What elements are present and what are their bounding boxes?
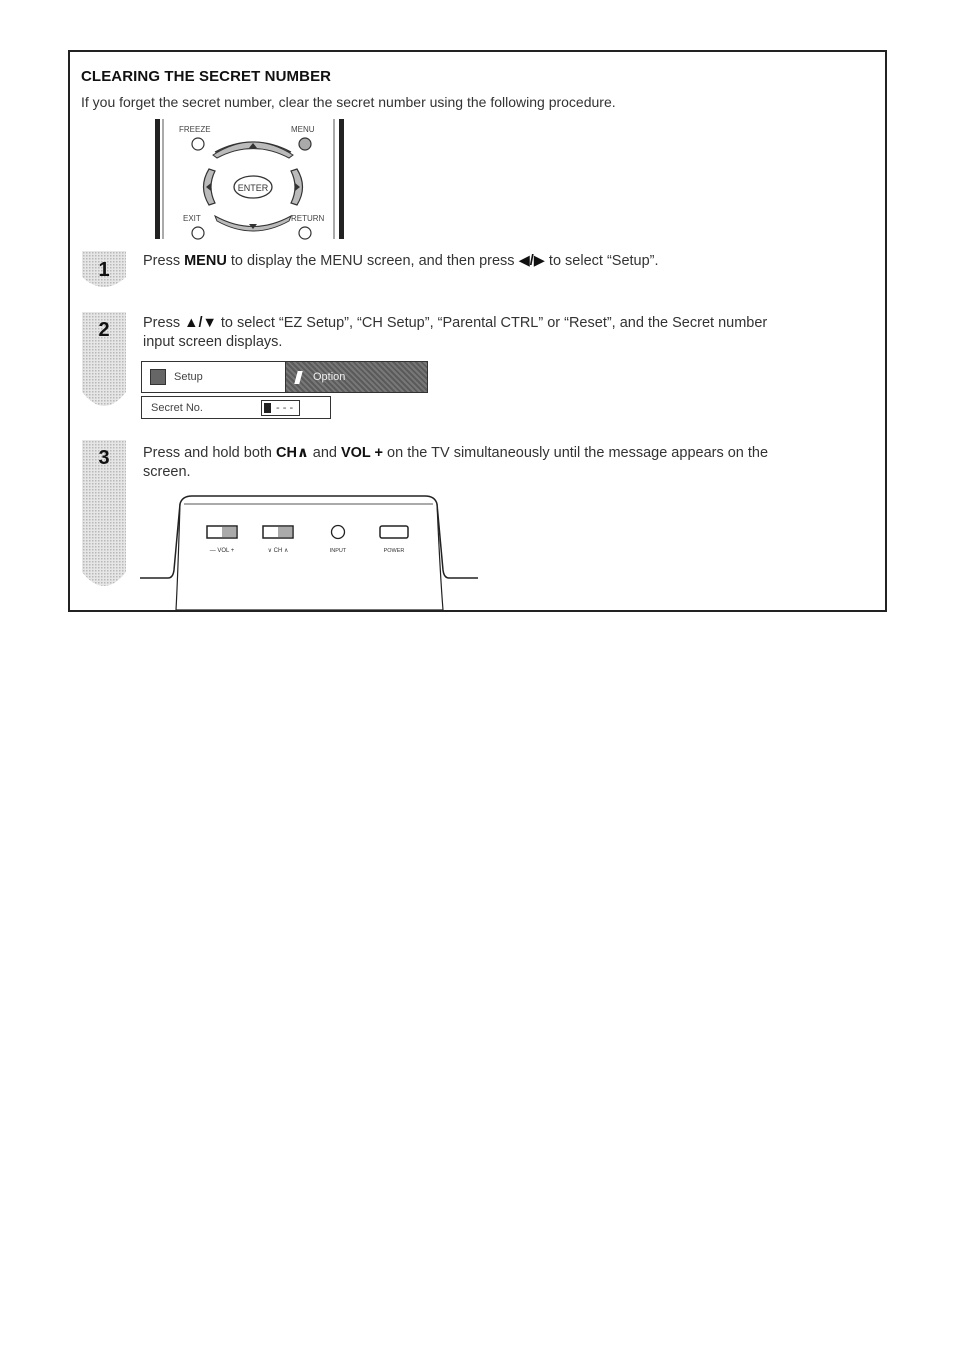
- remote-control-illustration: [153, 117, 353, 245]
- step-2-number: 2: [98, 319, 110, 341]
- step-1-text: Press MENU to display the MENU screen, and then press ◀/▶ to select “Setup”.: [143, 253, 659, 269]
- secret-number-label: Secret No.: [151, 401, 203, 414]
- power-button: [380, 526, 408, 538]
- freeze-button: [192, 138, 204, 150]
- return-button: [299, 227, 311, 239]
- secret-number-row: [141, 396, 331, 419]
- step-1-number: 1: [98, 259, 110, 281]
- step-2-text: Press ▲/▼ to select “EZ Setup”, “CH Setup”, “Parental CTRL” or “Reset”, and the Secret number input screen displays.: [143, 315, 768, 350]
- option-icon: [294, 371, 302, 384]
- input-button: [332, 526, 345, 539]
- return-label: RETURN: [291, 214, 325, 223]
- step-3-badge: [80, 438, 128, 596]
- step-2-badge: [80, 310, 128, 416]
- enter-label: ENTER: [237, 183, 269, 193]
- ch-label: ∨ CH ∧: [267, 548, 289, 554]
- menu-screen-tabs: [141, 361, 428, 393]
- vol-label: — VOL +: [209, 548, 235, 554]
- menu-label: MENU: [291, 125, 315, 134]
- vol-plus-key-name: VOL +: [340, 445, 384, 461]
- left-right-arrows: ◀/▶: [518, 253, 545, 269]
- tab-option: Option: [286, 362, 427, 392]
- menu-key-name: MENU: [184, 253, 227, 269]
- step-1-badge: [80, 249, 128, 297]
- step-3-text: Press and hold both CH∧ and VOL + on the TV simultaneously until the message appears on the screen.: [143, 445, 769, 480]
- exit-label: EXIT: [183, 214, 201, 223]
- menu-button: [299, 138, 311, 150]
- exit-button: [192, 227, 204, 239]
- step-3-number: 3: [98, 447, 110, 469]
- intro-text: If you forget the secret number, clear the secret number using the following procedure.: [81, 94, 616, 110]
- tv-control-panel-illustration: [140, 492, 485, 612]
- power-label: POWER: [383, 548, 405, 554]
- cursor-block-icon: [264, 403, 271, 413]
- up-down-arrows: ▲/▼: [184, 315, 217, 331]
- ch-up-key-name: CH∧: [276, 445, 309, 461]
- section-title: CLEARING THE SECRET NUMBER: [81, 68, 332, 85]
- secret-number-field: - - -: [261, 400, 300, 416]
- input-label: INPUT: [329, 548, 347, 554]
- tab-setup: Setup: [142, 362, 286, 392]
- instruction-box: [68, 50, 887, 612]
- freeze-label: FREEZE: [179, 125, 211, 134]
- setup-icon: [150, 369, 166, 385]
